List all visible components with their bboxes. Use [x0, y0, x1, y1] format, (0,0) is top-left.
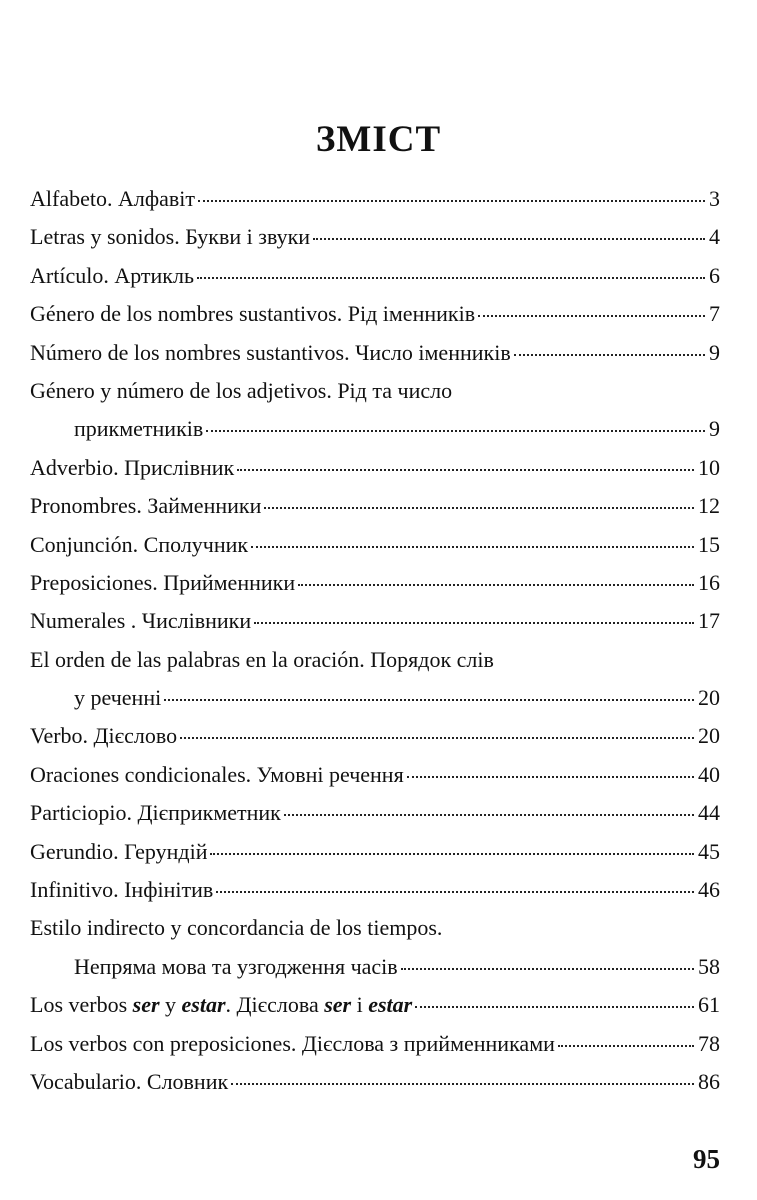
toc-entry-text: Alfabeto. Алфавіт [30, 186, 195, 211]
toc-entry-page: 46 [698, 877, 720, 903]
page-number: 95 [693, 1144, 720, 1174]
toc-text-part: Los verbos [30, 992, 133, 1018]
toc-entry-page: 40 [698, 761, 720, 787]
toc-entry-text: Género y número de los adjetivos. Рід та число [30, 377, 453, 403]
dot-leader [164, 699, 694, 701]
toc-entry [30, 532, 720, 570]
toc-entry-page: 7 [709, 301, 720, 327]
page-title: ЗМІСТ [315, 119, 442, 160]
toc-entry-page: 44 [698, 800, 720, 826]
toc-entry [30, 839, 720, 877]
toc-entry-text: Preposiciones. Прийменники [30, 569, 296, 595]
toc-entry-text: Letras y sonidos. Букви і звуки [30, 224, 311, 250]
dot-leader [251, 546, 694, 548]
dot-leader [415, 1006, 694, 1008]
dot-leader [180, 737, 694, 739]
toc-entry-page: 12 [698, 493, 720, 519]
toc-entry-continuation [30, 416, 720, 454]
toc-entry [30, 800, 720, 838]
dot-leader [206, 430, 705, 432]
dot-leader [558, 1045, 694, 1047]
dot-leader [298, 584, 694, 586]
toc-entry-page: 61 [698, 992, 720, 1018]
toc-term-ser: ser [132, 992, 160, 1018]
toc-entry [30, 1031, 720, 1069]
toc-entry-page: 17 [698, 608, 720, 634]
toc-entry-page: 45 [698, 838, 720, 864]
toc-entry-page: 20 [698, 685, 720, 711]
toc-entry-first-line [30, 647, 720, 685]
toc-term-estar: estar [368, 992, 413, 1018]
dot-leader [514, 354, 705, 356]
toc-entry-text: у реченні [74, 685, 162, 711]
table-of-contents [30, 186, 720, 1107]
toc-entry [30, 493, 720, 531]
toc-entry-text: Gerundio. Герундій [30, 838, 208, 864]
toc-entry-text: Oraciones condicionales. Умовні речення [30, 761, 404, 787]
toc-entry-text: прикметників [74, 416, 204, 442]
toc-entry [30, 1069, 720, 1107]
dot-leader [231, 1083, 694, 1085]
toc-entry [30, 455, 720, 493]
toc-term-ser: ser [324, 992, 352, 1018]
toc-entry-page: 15 [698, 531, 720, 557]
dot-leader [254, 622, 694, 624]
dot-leader [264, 507, 694, 509]
toc-entry [30, 723, 720, 761]
toc-entry [30, 263, 720, 301]
toc-entry-text [30, 992, 412, 1018]
toc-entry-text: Particiopio. Дієприкметник [30, 800, 281, 826]
toc-entry [30, 570, 720, 608]
toc-entry-text: Vocabulario. Словник [30, 1068, 229, 1094]
toc-entry-text: Infinitivo. Інфінітив [30, 877, 214, 903]
dot-leader [210, 853, 694, 855]
dot-leader [478, 315, 705, 317]
toc-entry-page: 4 [709, 224, 720, 250]
toc-entry-text: Numerales . Числівники [30, 608, 252, 634]
toc-entry [30, 301, 720, 339]
dot-leader [284, 814, 694, 816]
toc-entry-text: Непряма мова та узгодження часів [74, 953, 398, 979]
toc-entry [30, 340, 720, 378]
toc-entry-first-line [30, 915, 720, 953]
toc-entry-page: 16 [698, 569, 720, 595]
toc-text-part: y [159, 992, 182, 1018]
toc-entry-text: Los verbos con preposiciones. Дієслова з прийменниками [30, 1030, 555, 1056]
toc-text-part: і [351, 992, 369, 1018]
toc-entry-page: 9 [709, 339, 720, 365]
toc-term-estar: estar [181, 992, 226, 1018]
toc-entry [30, 992, 720, 1030]
toc-entry-page: 9 [709, 416, 720, 442]
toc-entry-first-line [30, 378, 720, 416]
toc-entry-text: Pronombres. Займенники [30, 493, 262, 519]
dot-leader [216, 891, 694, 893]
toc-entry-text: Artículo. Артикль [30, 262, 195, 288]
toc-entry-text: Conjunción. Сполучник [30, 531, 249, 557]
toc-entry-text: Adverbio. Прислівник [30, 454, 235, 480]
dot-leader [198, 200, 705, 202]
toc-entry-page: 20 [698, 723, 720, 749]
toc-entry-continuation [30, 954, 720, 992]
toc-entry [30, 186, 720, 224]
toc-entry-continuation [30, 685, 720, 723]
dot-leader [313, 238, 705, 240]
toc-text-part: . Дієслова [225, 992, 325, 1018]
dot-leader [197, 277, 705, 279]
toc-entry-page: 58 [698, 953, 720, 979]
toc-entry-text: El orden de las palabras en la oración. Порядок слів [30, 646, 494, 672]
dot-leader [401, 968, 694, 970]
toc-entry-text: Género de los nombres sustantivos. Рід іменників [30, 301, 476, 327]
dot-leader [237, 469, 694, 471]
toc-entry-text: Número de los nombres sustantivos. Число іменників [30, 339, 511, 365]
toc-entry [30, 608, 720, 646]
toc-entry-page: 86 [698, 1068, 720, 1094]
toc-entry-page: 3 [709, 186, 720, 211]
toc-entry-page: 10 [698, 454, 720, 480]
toc-entry [30, 224, 720, 262]
dot-leader [407, 776, 694, 778]
toc-entry-text: Verbo. Дієслово [30, 723, 178, 749]
toc-entry-text: Estilo indirecto y concordancia de los tiempos. [30, 915, 443, 941]
toc-entry [30, 762, 720, 800]
toc-entry [30, 877, 720, 915]
toc-entry-page: 78 [698, 1030, 720, 1056]
toc-entry-page: 6 [709, 262, 720, 288]
